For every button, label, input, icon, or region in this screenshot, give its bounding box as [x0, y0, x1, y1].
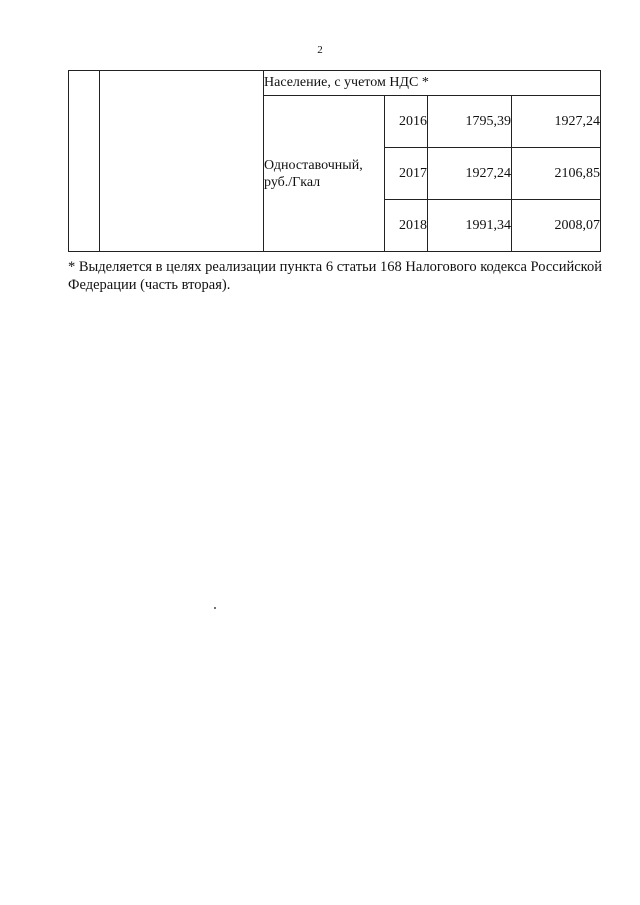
second-half-value: 1927,24	[512, 96, 601, 148]
first-half-value: 1991,34	[428, 200, 512, 252]
year-cell: 2017	[385, 148, 428, 200]
tariff-table	[68, 70, 601, 252]
year-cell: 2016	[385, 96, 428, 148]
second-half-value: 2008,07	[512, 200, 601, 252]
tariff-type-line-2: руб./Гкал	[264, 174, 321, 190]
first-half-value: 1927,24	[428, 148, 512, 200]
blank-column-a	[69, 71, 100, 252]
page-number: 2	[317, 44, 323, 56]
tariff-type-line-1: Одноставочный,	[264, 157, 363, 173]
second-half-value: 2106,85	[512, 148, 601, 200]
tariff-type-cell	[264, 96, 385, 252]
table-header-cell: Население, с учетом НДС *	[264, 71, 601, 96]
blank-column-b	[100, 71, 264, 252]
first-half-value: 1795,39	[428, 96, 512, 148]
footnote: * Выделяется в целях реализации пункта 6 статьи 168 Налогового кодекса Российской Федерации (часть вторая).	[68, 259, 603, 293]
table-header-row	[69, 71, 601, 96]
scan-speck	[214, 607, 216, 609]
year-cell: 2018	[385, 200, 428, 252]
